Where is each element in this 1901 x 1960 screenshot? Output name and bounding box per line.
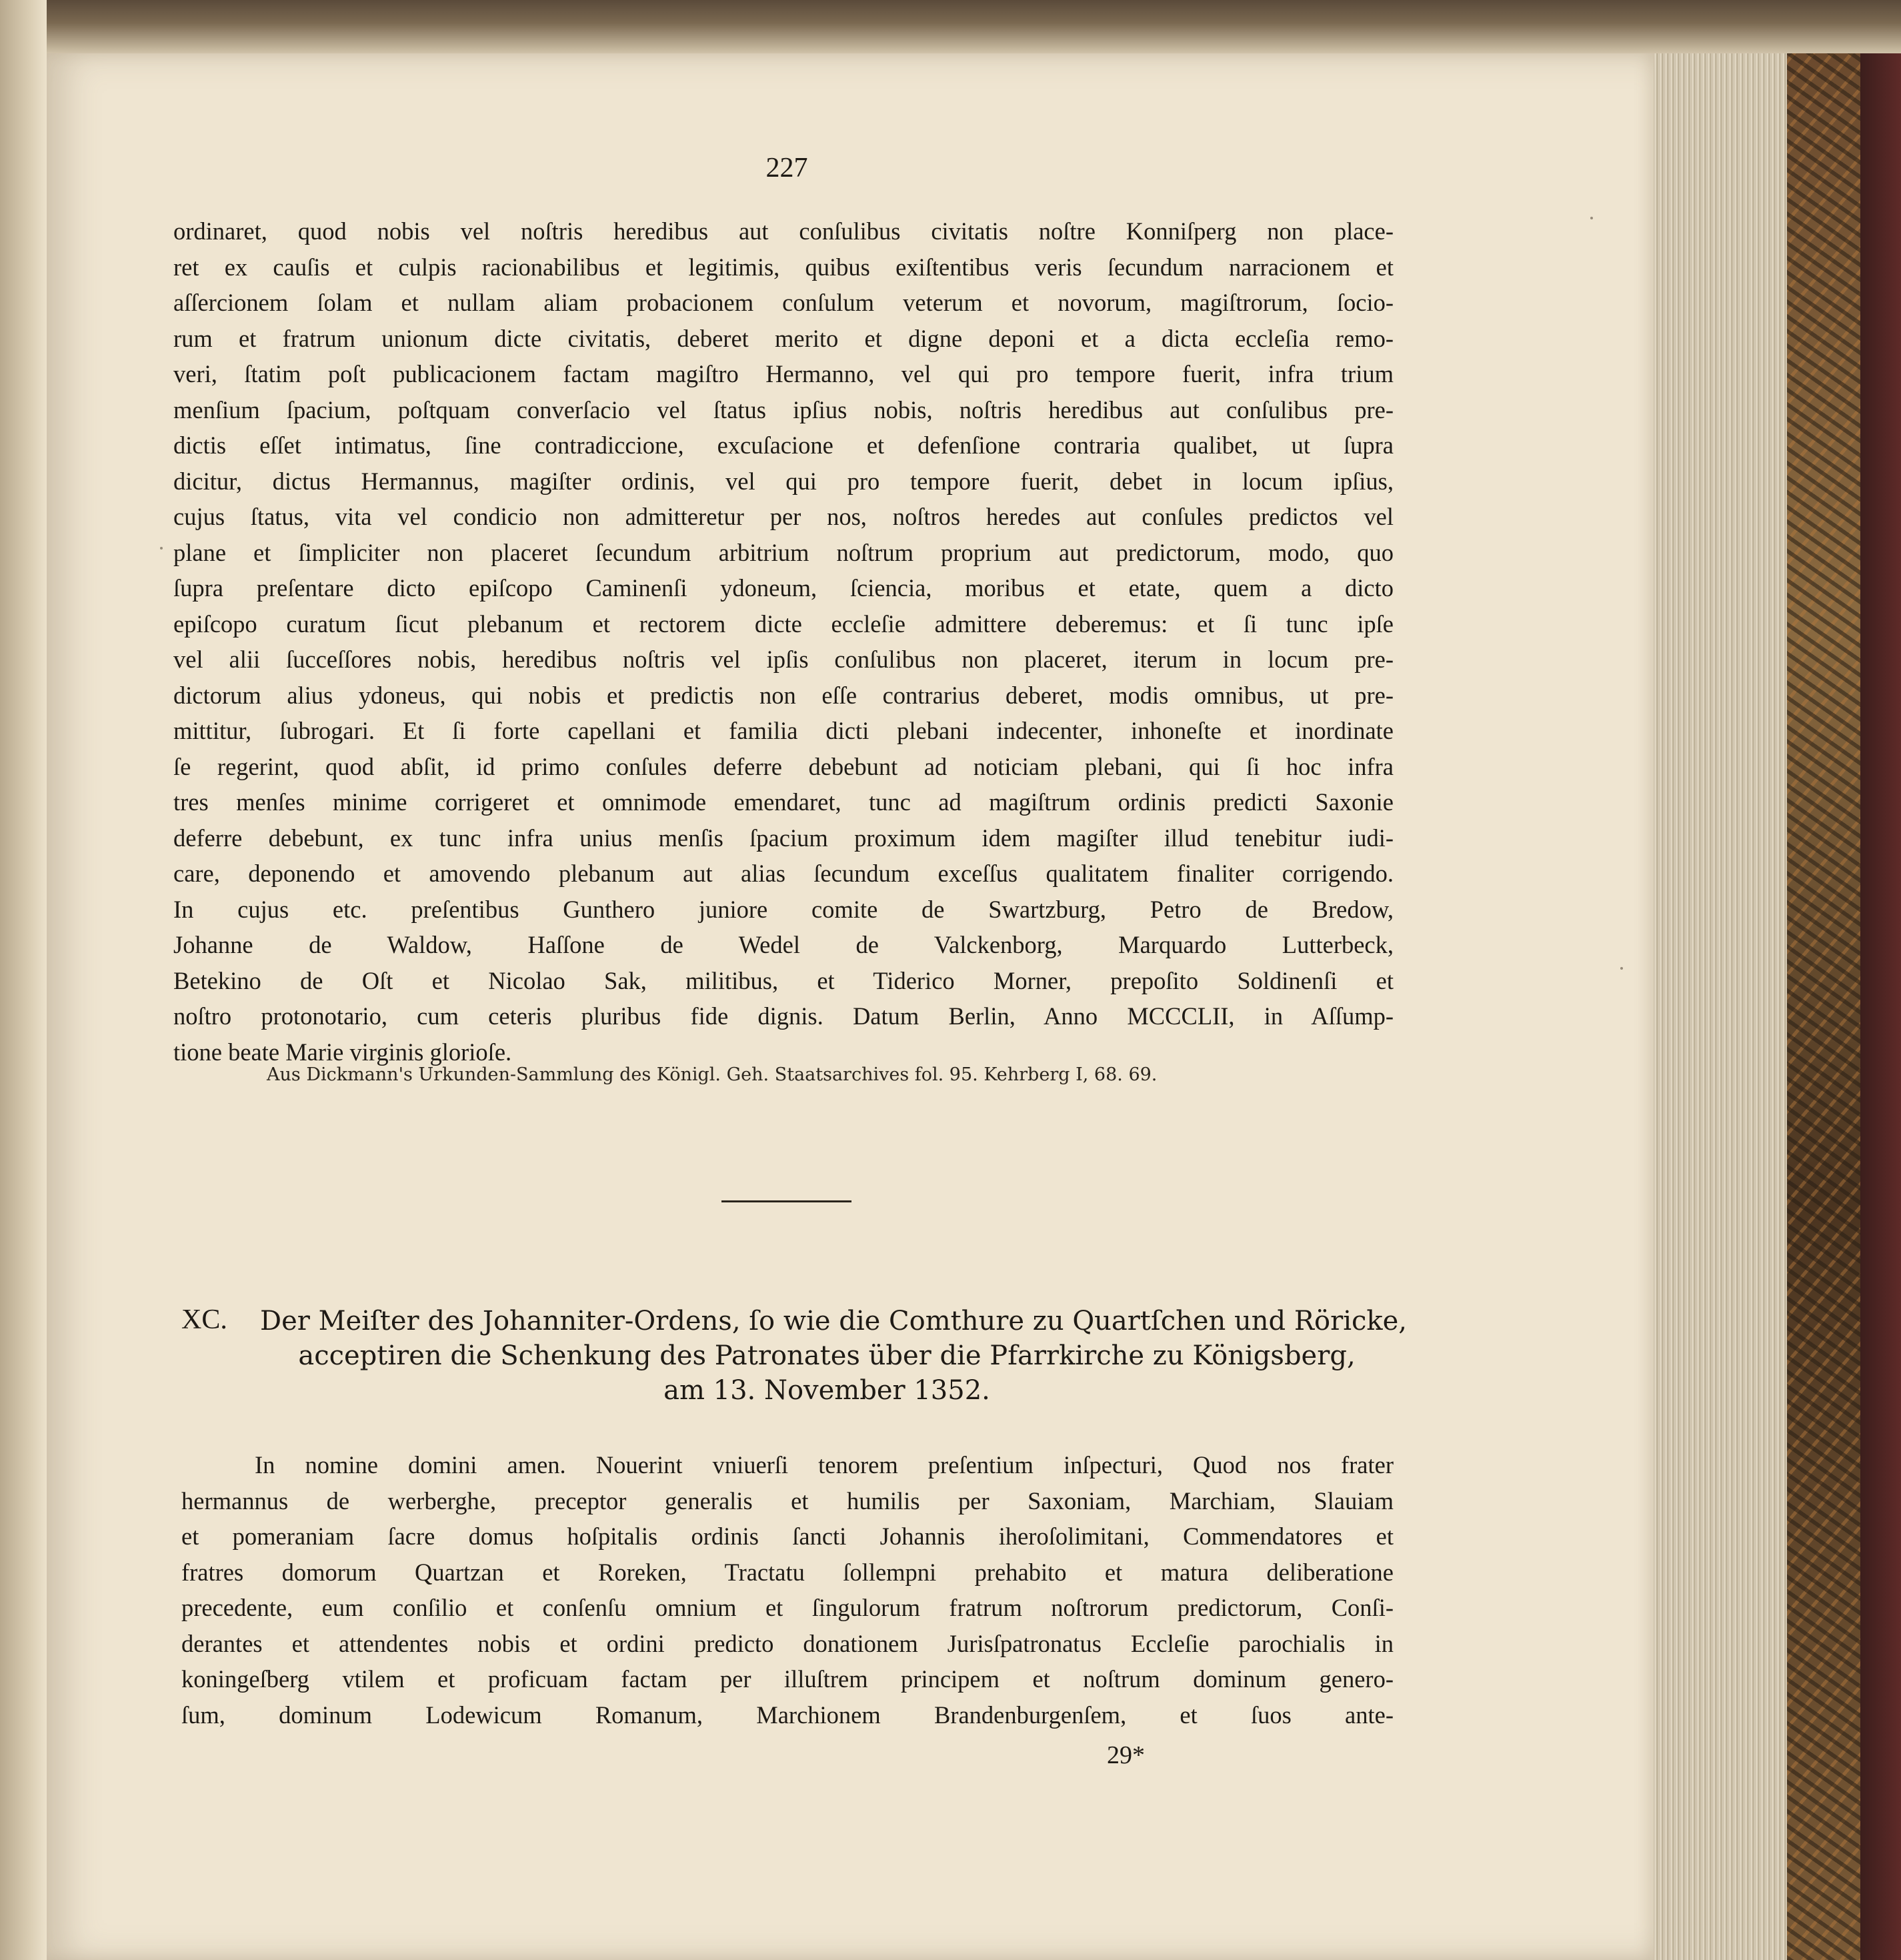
left-page-edge: [0, 0, 47, 1960]
text-line: veri, ſtatim poſt publicacionem factam magiſtro Hermanno, vel qui pro tempore fuerit, infra trium: [173, 360, 1394, 387]
text-line: menſium ſpacium, poſtquam converſacio vel ſtatus ipſius nobis, noſtris heredibus aut conſulibus pre-: [173, 395, 1394, 423]
text-line: noſtro protonotario, cum ceteris pluribus fide dignis. Datum Berlin, Anno MCCCLII, in Aſſump-: [173, 1002, 1394, 1030]
text-line: hermannus de werberghe, preceptor generalis et humilis per Saxoniam, Marchiam, Slauiam: [181, 1487, 1394, 1515]
text-line: tres menſes minime corrigeret et omnimode emendaret, tunc ad magiſtrum ordinis predicti Saxonie: [173, 788, 1394, 816]
cover-spine-band: [1860, 53, 1901, 1960]
source-note: Aus Dickmann's Urkunden-Sammlung des Königl. Geh. Staatsarchives fol. 95. Kehrberg I, 68. 69.: [267, 1064, 1158, 1085]
text-line: ordinaret, quod nobis vel noſtris heredibus aut conſulibus civitatis noſtre Konniſperg non place-: [173, 217, 1394, 245]
text-line: precedente, eum conſilio et conſenſu omnium et ſingulorum fratrum noſtrorum predictorum, Conſi-: [181, 1594, 1394, 1621]
text-line: In cujus etc. preſentibus Gunthero juniore comite de Swartzburg, Petro de Bredow,: [173, 895, 1394, 923]
text-line: care, deponendo et amovendo plebanum aut alias ſecundum exceſſus qualitatem finaliter corrigendo.: [173, 860, 1394, 887]
text-line: dictis eſſet intimatus, ſine contradiccione, excuſacione et defenſione contraria qualibet, ut ſupra: [173, 431, 1394, 459]
text-line: tione beate Marie virginis glorioſe.: [173, 1038, 512, 1066]
text-line: ſupra preſentare dicto epiſcopo Caminenſi ydoneum, ſciencia, moribus et etate, quem a dicto: [173, 574, 1394, 602]
text-line: rum et fratrum unionum dicte civitatis, deberet merito et digne deponi et a dicta eccleſia remo-: [173, 324, 1394, 352]
text-line: plane et ſimpliciter non placeret ſecundum arbitrium noſtrum proprium aut predictorum, modo, quo: [173, 538, 1394, 566]
text-line: Johanne de Waldow, Haſſone de Wedel de Valckenborg, Marquardo Lutterbeck,: [173, 931, 1394, 958]
text-line: ſum, dominum Lodewicum Romanum, Marchionem Brandenburgenſem, et ſuos ante-: [181, 1701, 1394, 1729]
paper-speck: [160, 547, 163, 550]
text-line: mittitur, ſubrogari. Et ſi forte capellani et familia dicti plebani indecenter, inhoneſte et inordinate: [173, 717, 1394, 744]
page-number: 227: [765, 153, 808, 183]
text-line: dictorum alius ydoneus, qui nobis et predictis non eſſe contrarius deberet, modis omnibus, ut pre-: [173, 681, 1394, 709]
text-line: fratres domorum Quartzan et Roreken, Tractatu ſollempni prehabito et matura deliberatione: [181, 1558, 1394, 1586]
book-top-cover: [0, 0, 1901, 57]
text-line: aſſercionem ſolam et nullam aliam probacionem conſulum veterum et novorum, magiſtrorum, ſocio-: [173, 289, 1394, 316]
text-line: ſe regerint, quod abſit, id primo conſules deferre debebunt ad noticiam plebani, qui ſi hoc infra: [173, 752, 1394, 780]
document-heading: [260, 1304, 1408, 1408]
text-line: koningeſberg vtilem et proficuam factam per illuſtrem principem et noſtrum dominum genero-: [181, 1665, 1394, 1693]
heading-line: am 13. November 1352.: [663, 1375, 990, 1406]
document-number: XC.: [181, 1304, 227, 1335]
page-block-edge: [1654, 53, 1787, 1960]
heading-line: Der Meiſter des Johanniter-Ordens, ſo wie die Comthure zu Quartſchen und Röricke,: [260, 1306, 1408, 1336]
heading-line: acceptiren die Schenkung des Patronates über die Pfarrkirche zu Königsberg,: [298, 1340, 1356, 1371]
separator-rule: [721, 1200, 851, 1202]
text-line: ret ex cauſis et culpis racionabilibus et legitimis, quibus exiſtentibus veris ſecundum narracionem et: [173, 253, 1394, 281]
body-text-top: [173, 213, 1394, 1070]
signature-mark: 29*: [1107, 1741, 1145, 1769]
paper-speck: [1590, 217, 1593, 219]
text-line: Betekino de Oſt et Nicolao Sak, militibus, et Tiderico Morner, prepoſito Soldinenſi et: [173, 966, 1394, 994]
text-line: deferre debebunt, ex tunc infra unius menſis ſpacium proximum idem magiſter illud tenebitur iudi-: [173, 824, 1394, 852]
text-line: In nomine domini amen. Nouerint vniuerſi tenorem preſentium inſpecturi, Quod nos frater: [255, 1451, 1394, 1479]
text-line: et pomeraniam ſacre domus hoſpitalis ordinis ſancti Johannis iheroſolimitani, Commendatores et: [181, 1523, 1394, 1550]
text-line: dicitur, dictus Hermannus, magiſter ordinis, vel qui pro tempore fuerit, debet in locum ipſius,: [173, 467, 1394, 495]
paper-speck: [1620, 967, 1623, 970]
text-line: vel alii ſucceſſores nobis, heredibus noſtris vel ipſis conſulibus non placeret, iterum in locum pre-: [173, 646, 1394, 673]
text-line: derantes et attendentes nobis et ordini predicto donationem Jurisſpatronatus Eccleſie parochialis in: [181, 1629, 1394, 1657]
body-text-bottom: [181, 1447, 1394, 1733]
text-line: cujus ſtatus, vita vel condicio non admitteretur per nos, noſtros heredes aut conſules predictos vel: [173, 503, 1394, 530]
text-line: epiſcopo curatum ſicut plebanum et rectorem dicte eccleſie admittere deberemus: et ſi tunc ipſe: [173, 610, 1394, 638]
